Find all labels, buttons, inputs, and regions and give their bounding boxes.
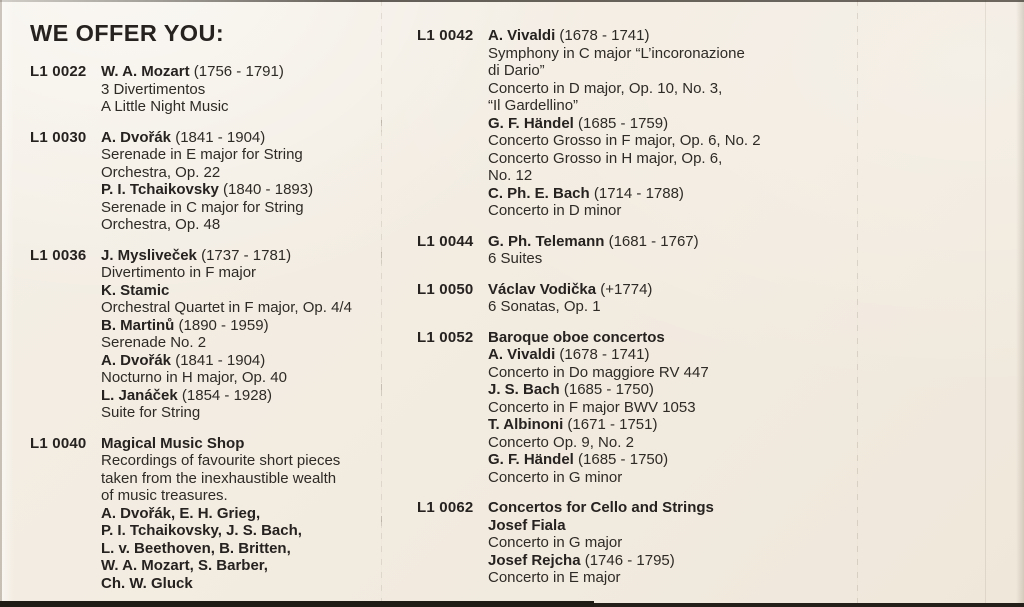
page-title: WE OFFER YOU: (30, 20, 225, 46)
catalog-number: L1 0040 (30, 434, 87, 452)
work-line: Concerto in Do maggiore RV 447 (488, 363, 709, 381)
composer-name: Ch. W. Gluck (101, 574, 193, 592)
work-line: C. Ph. E. Bach (1714 - 1788) (488, 184, 684, 202)
catalog-number: L1 0050 (417, 280, 474, 298)
work-line: L. Janáček (1854 - 1928) (101, 386, 272, 404)
composer-name: A. Dvořák (101, 351, 172, 369)
composer-name: Josef Rejcha (488, 551, 581, 569)
composer-name: K. Stamic (101, 281, 170, 299)
composer-name: A. Vivaldi (488, 27, 556, 44)
composer-name: T. Albinoni (488, 416, 564, 433)
entry-works (488, 499, 837, 587)
composer-name: A. Dvořák (101, 128, 172, 146)
work-line (488, 499, 837, 517)
catalog-number: L1 0052 (417, 328, 474, 346)
work-line: G. F. Händel (1685 - 1750) (488, 451, 669, 468)
work-line (101, 575, 392, 593)
work-line: 6 Suites (488, 250, 543, 267)
composer-name: G. F. Händel (488, 451, 574, 468)
composer-name: W. A. Mozart, S. Barber, (101, 557, 268, 574)
composer-name: B. Martinů (101, 316, 175, 334)
work-line: J. S. Bach (1685 - 1750) (488, 381, 654, 398)
entry-works (101, 129, 392, 234)
work-line: Serenade in C major for String (101, 198, 304, 216)
work-line (101, 282, 392, 300)
work-line: Concerto in G major (488, 534, 623, 551)
work-line: A. Dvořák (1841 - 1904) (101, 351, 266, 369)
work-line: A. Vivaldi (1678 - 1741) (488, 346, 650, 363)
composer-name: C. Ph. E. Bach (488, 184, 590, 202)
work-line: Concerto in G minor (488, 468, 623, 486)
entry-works (488, 233, 837, 268)
catalog-entry (417, 499, 837, 587)
composer-name: L. Janáček (101, 386, 178, 404)
composer-name: G. F. Händel (488, 114, 574, 132)
work-line (101, 435, 392, 453)
fold-line-far-right (985, 0, 986, 607)
catalog-number: L1 0044 (417, 232, 474, 250)
work-line: Václav Vodička (+1774) (488, 280, 653, 298)
catalog-entry (30, 63, 392, 116)
composer-name: A. Vivaldi (488, 346, 556, 363)
scan-edge-right (1016, 0, 1024, 607)
paper-edge-highlight (2, 0, 14, 607)
work-line: W. A. Mozart (1756 - 1791) (101, 63, 284, 80)
composer-name: J. S. Bach (488, 381, 560, 398)
composer-name: Concertos for Cello and Strings (488, 499, 714, 516)
work-line: Serenade in E major for String (101, 146, 303, 163)
work-line: Concerto in D minor (488, 202, 622, 219)
work-line: A. Vivaldi (1678 - 1741) (488, 27, 650, 44)
catalog-number: L1 0030 (30, 128, 87, 146)
work-line: Concerto in E major (488, 569, 621, 586)
composer-name: Baroque oboe concertos (488, 328, 665, 346)
composer-name: Magical Music Shop (101, 434, 245, 452)
catalog-entry (417, 27, 837, 220)
catalog-number: L1 0062 (417, 499, 474, 516)
catalog-number: L1 0036 (30, 246, 87, 264)
scan-edge-top (0, 0, 1024, 2)
entry-works (101, 247, 392, 422)
work-line: Orchestra, Op. 22 (101, 163, 221, 181)
work-line: T. Albinoni (1671 - 1751) (488, 416, 658, 433)
work-line (101, 557, 392, 575)
composer-name: P. I. Tchaikovsky, J. S. Bach, (101, 522, 302, 539)
composer-name: G. Ph. Telemann (488, 232, 605, 250)
composer-name: W. A. Mozart (101, 63, 190, 80)
work-line: Concerto in D major, Op. 10, No. 3, (488, 79, 723, 97)
catalog-entry (30, 247, 392, 422)
work-line (101, 540, 392, 558)
work-line: Concerto Grosso in F major, Op. 6, No. 2 (488, 132, 761, 149)
work-line: Suite for String (101, 404, 201, 421)
work-line: Orchestra, Op. 48 (101, 216, 221, 233)
work-line: 6 Sonatas, Op. 1 (488, 298, 601, 315)
entry-works (488, 329, 837, 487)
entry-works (488, 281, 837, 316)
composer-name: Václav Vodička (488, 280, 597, 298)
work-line: Symphony in C major “L’incoronazione (488, 44, 745, 62)
work-line: 3 Divertimentos (101, 80, 206, 98)
work-line: Concerto Grosso in H major, Op. 6, (488, 149, 723, 167)
work-line: Nocturno in H major, Op. 40 (101, 369, 287, 386)
work-line: Concerto Op. 9, No. 2 (488, 433, 634, 451)
work-line: Concerto in F major BWV 1053 (488, 398, 696, 416)
composer-name: L. v. Beethoven, B. Britten, (101, 539, 291, 557)
work-line: A. Dvořák (1841 - 1904) (101, 128, 266, 146)
work-line: J. Mysliveček (1737 - 1781) (101, 246, 292, 264)
work-line (488, 329, 837, 347)
work-line (101, 522, 392, 540)
composer-name: Josef Fiala (488, 516, 566, 534)
entry-works (101, 435, 392, 593)
catalog-column-right (417, 27, 837, 600)
scan-edge-bottom-left (0, 601, 594, 607)
work-line: Recordings of favourite short pieces (101, 452, 341, 469)
composer-name: J. Mysliveček (101, 246, 197, 264)
catalog-entry (30, 129, 392, 234)
catalog-entry (417, 329, 837, 487)
work-line: Serenade No. 2 (101, 334, 207, 351)
composer-name: A. Dvořák, E. H. Grieg, (101, 504, 261, 522)
work-line (101, 505, 392, 523)
catalog-number: L1 0042 (417, 27, 474, 44)
work-line: B. Martinů (1890 - 1959) (101, 316, 269, 334)
work-line: P. I. Tchaikovsky (1840 - 1893) (101, 181, 314, 198)
work-line: of music treasures. (101, 487, 228, 504)
work-line: di Dario” (488, 62, 545, 79)
catalog-entry (417, 281, 837, 316)
composer-name: P. I. Tchaikovsky (101, 181, 219, 198)
work-line: taken from the inexhaustible wealth (101, 469, 337, 487)
catalog-entry (30, 435, 392, 593)
entry-works (101, 63, 392, 116)
work-line: “Il Gardellino” (488, 97, 579, 114)
catalog-column-left (30, 20, 392, 605)
work-line: Divertimento in F major (101, 264, 257, 281)
work-line: Orchestral Quartet in F major, Op. 4/4 (101, 299, 352, 316)
catalog-number: L1 0022 (30, 63, 87, 80)
work-line (488, 517, 837, 535)
work-line: G. Ph. Telemann (1681 - 1767) (488, 232, 699, 250)
entry-works (488, 27, 837, 220)
perforation-line-center-dashes (381, 0, 382, 607)
work-line: G. F. Händel (1685 - 1759) (488, 114, 669, 132)
perforation-line-right (857, 0, 858, 607)
catalog-entry (417, 233, 837, 268)
work-line: Josef Rejcha (1746 - 1795) (488, 551, 675, 569)
work-line: No. 12 (488, 167, 533, 184)
work-line: A Little Night Music (101, 98, 229, 115)
